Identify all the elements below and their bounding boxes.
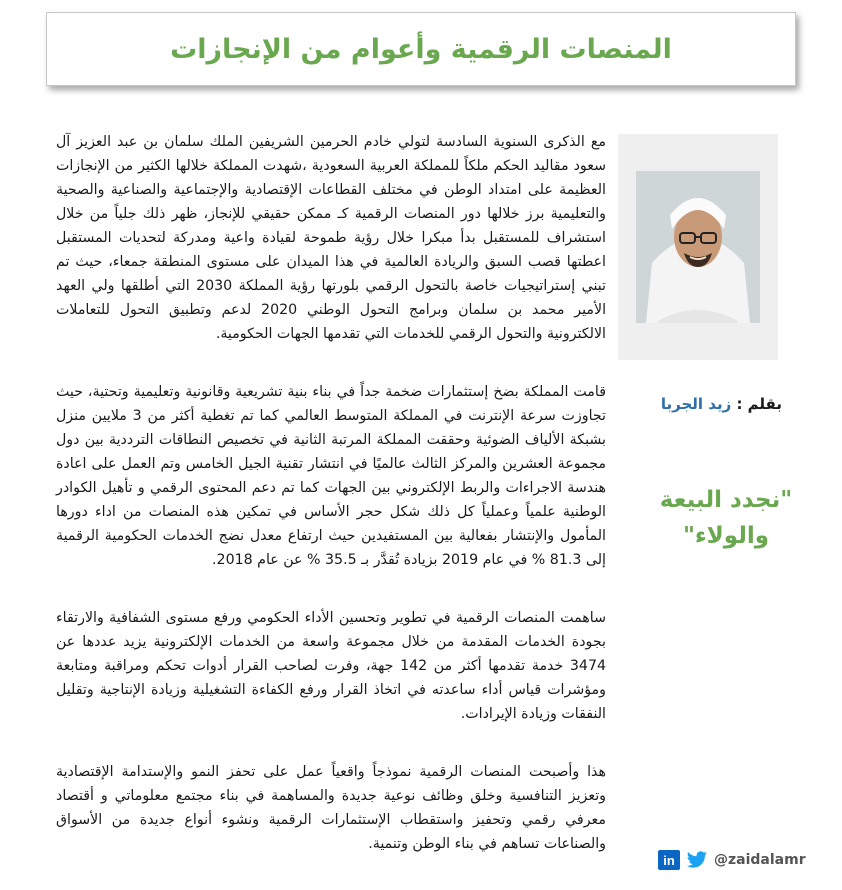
pull-quote: "نجدد البيعة والولاء"	[659, 487, 793, 549]
article-paragraph-2: قامت المملكة بضخ إستثمارات ضخمة جداً في بناء بنية تشريعية وقانونية وتعليمية وتحتية، حيث تجاوزت سرعة الإنترنت في المملكة المتوسط العالمي كما تم تغطية أكثر من 3 ملايين منزل بشبكة الألياف الضوئية وحققت المملكة المرتبة الثانية في تخصيص النطاقات الترددية بين دول مجموعة العشرين والمركز الثالث عالميًا في انتشار تقنية الجيل الخامس وتم العمل على اعادة هندسة الاجراءات والربط الإلكتروني بين الجهات كما تم دعم المحتوى الرقمي و تأهيل الكوادر الوطنية علمياً وعملياً كل ذلك شكل حجر الأساس في تمكين هذه المنصات من اداء دورها المأمول والإنتشار بفعالية بين المستفيدين حيث ارتفاع معدل نضج الخدمات الحكومية الرقمية إلى 81.3 % في عام 2019 بزيادة تُقدَّر بـ 35.5 % عن عام 2018.	[56, 384, 606, 568]
author-photo	[636, 171, 760, 323]
article-paragraph-3: ساهمت المنصات الرقمية في تطوير وتحسين الأداء الحكومي ورفع مستوى الشفافية والارتقاء بجودة الخدمات المقدمة من خلال مجموعة واسعة من الخدمات الإلكترونية يزيد عددها عن 3474 خدمة تقدمها أكثر من 142 جهة، وفرت لصاحب القرار أدوات تحكم ومراقبة ومتابعة ومؤشرات قياس أداء ساعدته في اتخاذ القرار ورفع الكفاءة التشغيلية وزيادة الإنتاجية وتقليل النفقات وزيادة الإيرادات.	[56, 610, 606, 722]
twitter-icon[interactable]	[686, 851, 708, 869]
page-title: المنصات الرقمية وأعوام من الإنجازات	[170, 33, 672, 65]
article-body	[56, 130, 606, 890]
article-paragraph-1: مع الذكرى السنوية السادسة لتولي خادم الحرمين الشريفين الملك سلمان بن عبد العزيز آل سعود مقاليد الحكم ملكاً للمملكة العربية السعودية ،شهدت المملكة خلالها الكثير من الإنجازات العظيمة على امتداد الوطن في مختلف القطاعات الإقتصادية والإجتماعية والصناعية والصحية والتعليمية برز خلالها دور المنصات الرقمية كـ ممكن حقيقي للإنجاز، ظهر ذلك جلياً من خلال استشراف للمستقبل بدأ مبكرا خلال رؤية طموحة لقيادة واعية ومدركة لتحديات المستقبل اعطتها قصب السبق والريادة العالمية في هذا الميدان على مستوى المنطقة جمعاء، حيث تم تبني إستراتيجيات خاصة بالتحول الرقمي بلورتها رؤية المملكة 2030 التي أطلقها ولي العهد الأمير محمد بن سلمان وبرامج التحول الوطني 2020 لدعم وتطبيق التحول للتعاملات الالكترونية والتحول الرقمي للخدمات التي تقدمها الجهات الحكومية.	[56, 134, 607, 342]
social-links	[658, 850, 806, 870]
author-portrait-icon	[636, 171, 760, 323]
author-photo-panel	[618, 134, 778, 360]
article-paragraph-4: هذا وأصبحت المنصات الرقمية نموذجاً واقعياً عمل على تحفز النمو والإستدامة الإقتصادية وتعزيز التنافسية وخلق وظائف نوعية جديدة والمساهمة في بناء مجتمع معلوماتي و أقتصاد معرفي رقمي وتحفيز واستقطاب الإستثمارات الرقمية ونشوء أنواع جديدة من الأسواق والصناعات تساهم في بناء الوطن وتنمية.	[56, 764, 606, 852]
author-name: زيد الجربا	[660, 395, 732, 413]
social-handle[interactable]: @zaidalamr	[714, 852, 806, 868]
title-banner	[46, 12, 796, 86]
byline	[661, 395, 782, 413]
linkedin-icon[interactable]: in	[658, 850, 680, 870]
byline-prefix: بقلم :	[736, 395, 782, 413]
